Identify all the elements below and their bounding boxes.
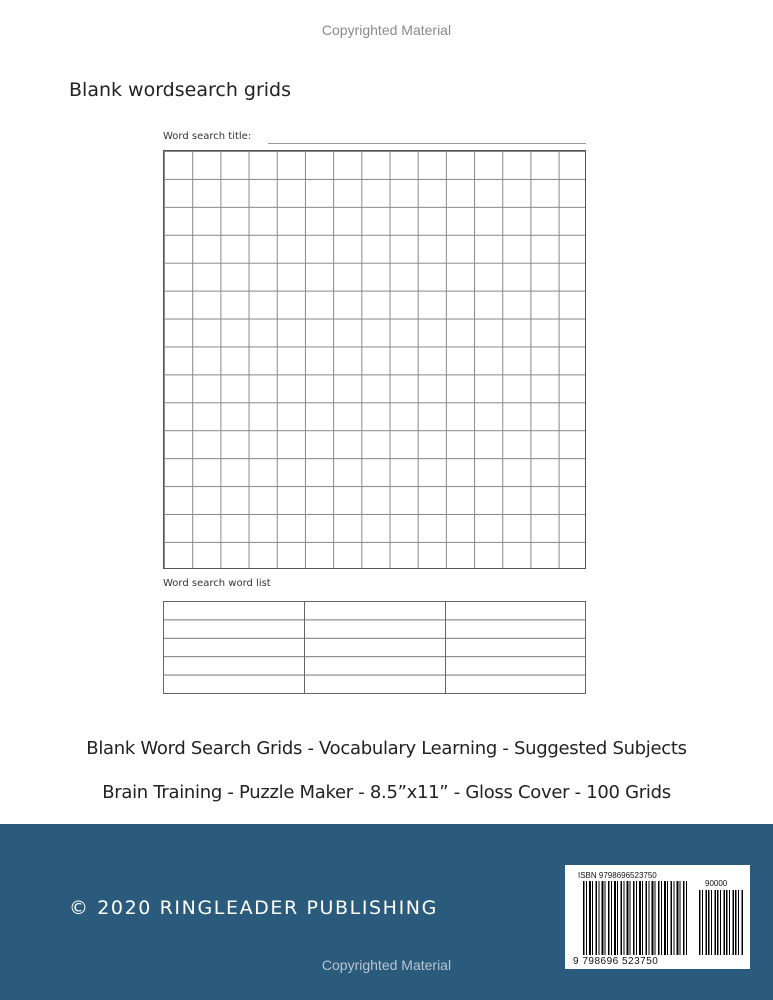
word-search-title-label: Word search title: bbox=[163, 131, 252, 142]
barcode-main-bars bbox=[583, 881, 688, 955]
copyright-watermark-bottom: Copyrighted Material bbox=[321, 957, 452, 973]
word-list-label: Word search word list bbox=[163, 578, 271, 589]
page-heading: Blank wordsearch grids bbox=[69, 79, 292, 101]
description-line-1: Blank Word Search Grids - Vocabulary Learning - Suggested Subjects bbox=[86, 738, 687, 759]
word-list-table bbox=[163, 601, 586, 694]
publisher-copyright: © 2020 RINGLEADER PUBLISHING bbox=[69, 897, 438, 919]
isbn-label: ISBN 9798696523750 bbox=[578, 871, 657, 880]
isbn-barcode bbox=[565, 865, 750, 969]
barcode-digits: 9 798696 523750 bbox=[573, 956, 659, 967]
barcode-addon-bars bbox=[699, 890, 743, 955]
word-search-title-line bbox=[268, 143, 586, 144]
word-search-grid bbox=[163, 150, 586, 569]
price-code: 90000 bbox=[705, 879, 728, 888]
copyright-watermark-top: Copyrighted Material bbox=[321, 22, 452, 38]
description-line-2: Brain Training - Puzzle Maker - 8.5”x11” - Gloss Cover - 100 Grids bbox=[102, 782, 671, 803]
